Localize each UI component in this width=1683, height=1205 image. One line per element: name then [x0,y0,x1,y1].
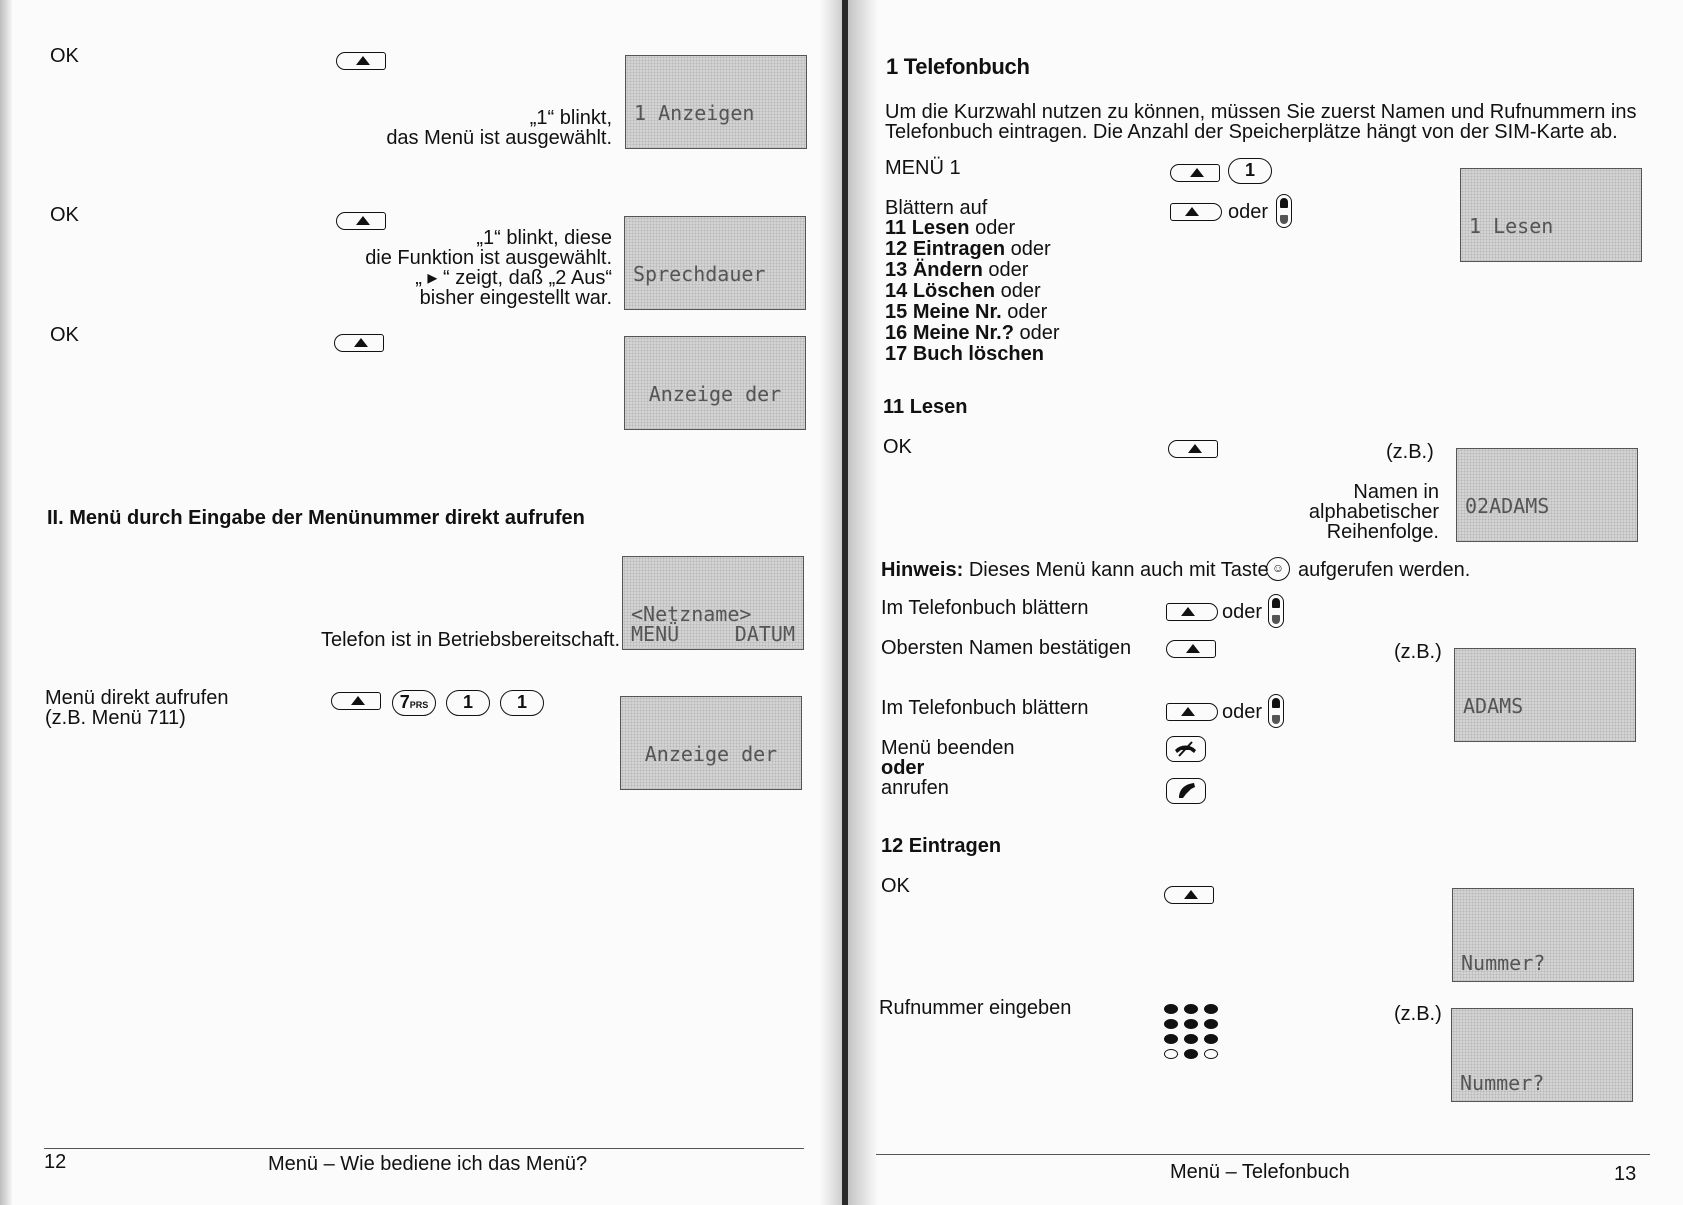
step3-label: OK [50,324,79,346]
list-item: 17 Buch löschen [885,343,1044,365]
zb-label: (z.B.) [1394,641,1442,663]
number-label: Rufnummer eingeben [879,997,1072,1019]
eintragen-heading: 12 Eintragen [881,835,1002,857]
lesen-ok: OK [883,436,912,458]
end-label-1: Menü beenden [881,737,1015,759]
display-screen [624,216,806,310]
display-line: Nummer? [1461,951,1546,975]
display-screen [1454,648,1636,742]
section-heading: II. Menü durch Eingabe der Menünummer direkt aufrufen [47,507,585,529]
call-icon [1166,778,1206,804]
phonebook-icon: ☺ [1266,557,1290,581]
footer-rule [44,1148,804,1149]
display-line: 1 Anzeigen [634,101,755,125]
ok-key-icon [1164,886,1214,904]
display-line: ADAMS [1463,694,1524,718]
standby-desc: Telefon ist in Betriebsbereitschaft. [320,629,620,651]
end-label-2: oder [881,757,925,779]
ok-key-icon [331,692,381,710]
list-item: 14 Löschen oder [885,280,1041,302]
direct-label-2: (z.B. Menü 711) [45,707,186,729]
menu1-label: MENÜ 1 [885,157,961,179]
display-screen [1460,168,1642,262]
page-title: 1 Telefonbuch [886,54,1030,79]
list-item: 12 Eintragen oder [885,238,1051,260]
lesen-desc-3: Reihenfolge. [1326,521,1439,543]
display-line: Anzeige der [648,382,782,406]
list-item: 16 Meine Nr.? oder [885,322,1060,344]
ok-key-icon [1168,440,1218,458]
softkey-date: DATUM [734,622,795,646]
display-screen [620,696,802,790]
ok-key-icon [336,52,386,70]
step2-label: OK [50,204,79,226]
list-item: 13 Ändern oder [885,259,1029,281]
oder-text: oder [1222,601,1263,623]
display-screen [625,55,807,149]
step1-desc-2: das Menü ist ausgewählt. [386,127,612,149]
display-screen [622,556,804,650]
ok-key-icon [1170,164,1220,182]
footer-title: Menü – Telefonbuch [1170,1161,1350,1183]
display-line: Sprechdauer [633,262,766,286]
lesen-desc-1: Namen in [1353,481,1439,503]
side-rocker-icon [1268,594,1284,628]
display-line: 02ADAMS [1465,494,1550,518]
display-screen [624,336,806,430]
step2-desc-1: „1“ blinkt, diese [476,227,612,249]
display-line: Nummer? [1460,1071,1545,1095]
browse-label: Blättern auf [885,197,988,219]
menu1-item-list [885,218,1060,365]
eintragen-ok: OK [881,875,910,897]
hint: Hinweis: Dieses Menü kann auch mit Taste [881,559,1269,581]
display-screen [1456,448,1638,542]
ok-key-icon [336,212,386,230]
list-item: 11 Lesen oder [885,217,1016,239]
browse2-label: Im Telefonbuch blättern [881,697,1089,719]
right-page [848,0,1683,1205]
step2-desc-4: bisher eingestellt war. [419,287,612,309]
page-number: 13 [1614,1163,1637,1185]
direct-label-1: Menü direkt aufrufen [45,687,229,709]
zb-label: (z.B.) [1394,1003,1442,1025]
footer-rule [876,1154,1650,1155]
browse1-label: Im Telefonbuch blättern [881,597,1089,619]
keypad-icon [1164,1004,1218,1059]
display-screen [1452,888,1634,982]
side-rocker-icon [1276,194,1292,228]
step1-label: OK [50,45,79,67]
end-label-3: anrufen [881,777,949,799]
display-line: Anzeige der [644,742,778,766]
lesen-desc-2: alphabetischer [1308,501,1439,523]
intro-line-2: Telefonbuch eintragen. Die Anzahl der Speicherplätze hängt von der SIM-Karte ab. [885,121,1618,143]
display-line: <Netzname> [631,602,752,626]
ok-key-icon [1166,640,1216,658]
scroll-key-icon [1166,703,1218,721]
scroll-key-icon [1170,203,1222,221]
footer-title: Menü – Wie bediene ich das Menü? [268,1153,588,1175]
key-1-icon: 1 [500,690,544,716]
lesen-heading: 11 Lesen [883,396,968,418]
key-7-icon: 7PRS [392,690,436,716]
zb-label: (z.B.) [1386,441,1434,463]
confirm-label: Obersten Namen bestätigen [881,637,1132,659]
hint-end: aufgerufen werden. [1298,559,1471,581]
page-number: 12 [44,1151,67,1173]
intro-line-1: Um die Kurzwahl nutzen zu können, müssen Sie zuerst Namen und Rufnummern ins [885,101,1637,123]
display-line: 1 Lesen [1469,214,1554,238]
side-rocker-icon [1268,694,1284,728]
display-screen [1451,1008,1633,1102]
key-1-icon: 1 [446,690,490,716]
key-1-icon: 1 [1228,158,1272,184]
step2-desc-3: „ ▸ “ zeigt, daß „2 Aus“ [415,267,612,289]
oder-text: oder [1222,701,1263,723]
oder-text: oder [1228,201,1269,223]
ok-key-icon [334,334,384,352]
hang-up-icon [1166,736,1206,762]
step1-desc-1: „1“ blinkt, [529,107,612,129]
list-item: 15 Meine Nr. oder [885,301,1048,323]
step2-desc-2: die Funktion ist ausgewählt. [365,247,612,269]
softkey-menu: MENÜ [631,622,680,646]
scroll-key-icon [1166,603,1218,621]
